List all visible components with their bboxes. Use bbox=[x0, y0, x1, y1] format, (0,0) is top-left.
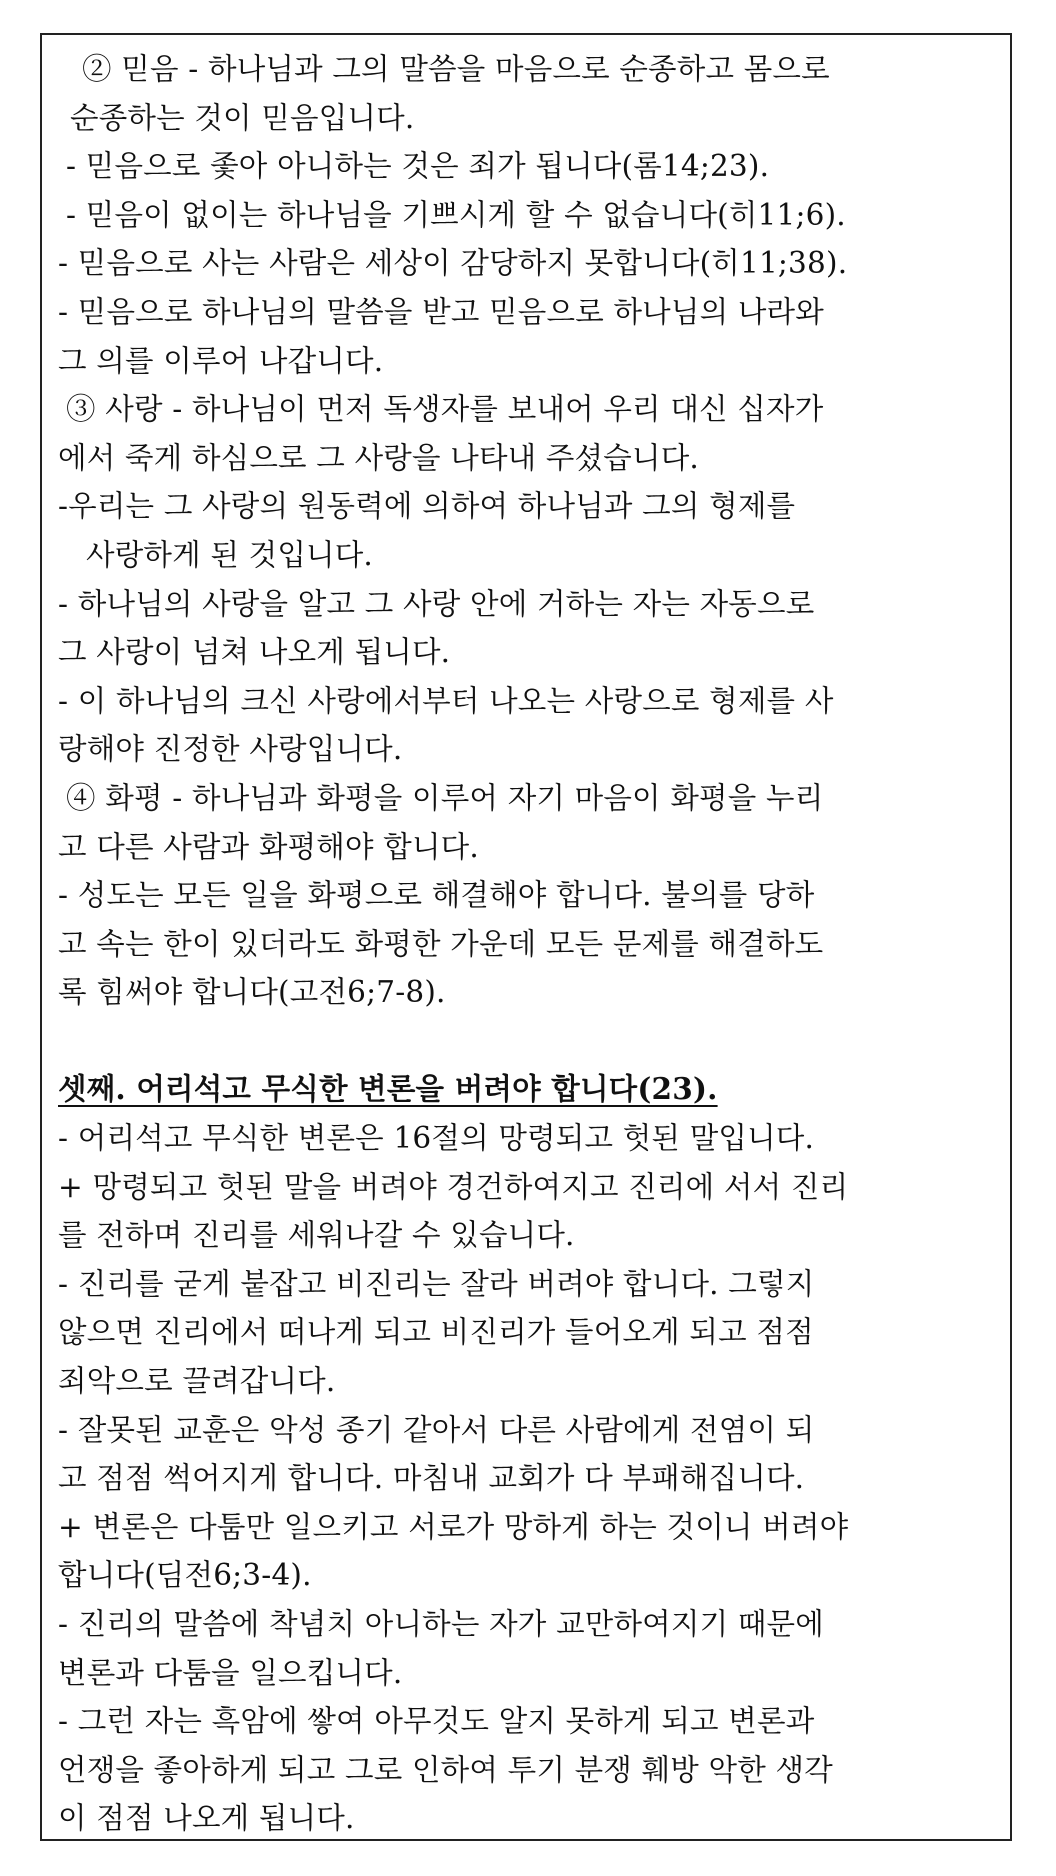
line-text: - 이 하나님의 크신 사랑에서부터 나오는 사랑으로 형제를 사 bbox=[58, 683, 834, 718]
text-line bbox=[58, 725, 986, 774]
text-line bbox=[58, 968, 986, 1017]
line-text: 록 힘써야 합니다(고전6;7-8). bbox=[58, 975, 446, 1010]
text-line bbox=[58, 94, 986, 143]
text-line bbox=[58, 1211, 986, 1260]
text-line bbox=[58, 385, 986, 434]
text-line bbox=[58, 774, 986, 823]
line-text: - 진리의 말씀에 착념치 아니하는 자가 교만하여지기 때문에 bbox=[58, 1607, 824, 1641]
line-text: 언쟁을 좋아하게 되고 그로 인하여 투기 분쟁 훼방 악한 생각 bbox=[58, 1752, 833, 1787]
line-text: - 성도는 모든 일을 화평으로 해결해야 합니다. 불의를 당하 bbox=[58, 878, 815, 913]
line-text: 사랑하게 된 것입니다. bbox=[86, 537, 374, 572]
text-line bbox=[58, 337, 986, 386]
line-text: ② 믿음 - 하나님과 그의 말씀을 마음으로 순종하고 몸으로 bbox=[82, 52, 830, 86]
line-text: - 믿음으로 하나님의 말씀을 받고 믿음으로 하나님의 나라와 bbox=[58, 294, 824, 329]
text-line bbox=[58, 142, 986, 191]
line-text: 이 점점 나오게 됩니다. bbox=[58, 1801, 355, 1836]
line-text: 그 의를 이루어 나갑니다. bbox=[58, 343, 384, 378]
line-text: 죄악으로 끌려갑니다. bbox=[58, 1364, 336, 1399]
text-line bbox=[58, 677, 986, 726]
line-text: 합니다(딤전6;3-4). bbox=[58, 1558, 312, 1593]
text-line bbox=[58, 628, 986, 677]
line-text: 순종하는 것이 믿음입니다. bbox=[70, 100, 415, 135]
text-line bbox=[58, 1551, 986, 1600]
line-text: - 믿음으로 사는 사람은 세상이 감당하지 못합니다(히11;38). bbox=[58, 246, 848, 281]
line-text: 고 다른 사람과 화평해야 합니다. bbox=[58, 829, 479, 864]
line-text: - 그런 자는 흑암에 쌓여 아무것도 알지 못하게 되고 변론과 bbox=[58, 1704, 815, 1739]
text-line bbox=[58, 823, 986, 872]
line-text: ③ 사랑 - 하나님이 먼저 독생자를 보내어 우리 대신 십자가 bbox=[66, 392, 824, 427]
line-text: 않으면 진리에서 떠나게 되고 비진리가 들어오게 되고 점점 bbox=[58, 1315, 814, 1350]
text-line bbox=[58, 1503, 986, 1552]
line-text: 고 속는 한이 있더라도 화평한 가운데 모든 문제를 해결하도 bbox=[58, 926, 824, 961]
line-text: - 믿음으로 좇아 아니하는 것은 죄가 됩니다(롬14;23). bbox=[66, 149, 770, 184]
line-text: 고 점점 썩어지게 합니다. 마침내 교회가 다 부패해집니다. bbox=[58, 1461, 805, 1496]
line-text: 랑해야 진정한 사랑입니다. bbox=[58, 732, 403, 767]
text-line bbox=[58, 531, 986, 580]
text-line bbox=[58, 288, 986, 337]
text-line bbox=[58, 1794, 986, 1843]
text-line bbox=[58, 1163, 986, 1212]
text-line bbox=[58, 239, 986, 288]
line-text: 셋째. 어리석고 무식한 변론을 버려야 합니다(23). bbox=[58, 1071, 718, 1107]
line-text: 그 사랑이 넘쳐 나오게 됩니다. bbox=[58, 635, 451, 670]
line-text: 에서 죽게 하심으로 그 사랑을 나타내 주셨습니다. bbox=[58, 440, 699, 475]
text-line bbox=[58, 1697, 986, 1746]
text-line bbox=[58, 1308, 986, 1357]
text-line bbox=[58, 1649, 986, 1698]
text-line bbox=[58, 920, 986, 969]
text-line bbox=[58, 45, 986, 94]
text-line bbox=[58, 871, 986, 920]
line-text: ④ 화평 - 하나님과 화평을 이루어 자기 마음이 화평을 누리 bbox=[66, 780, 824, 815]
line-text: + 망령되고 헛된 말을 버려야 경건하여지고 진리에 서서 진리 bbox=[58, 1169, 849, 1204]
text-line bbox=[58, 1600, 986, 1649]
text-line bbox=[58, 1114, 986, 1163]
text-line bbox=[58, 434, 986, 483]
line-text: -우리는 그 사랑의 원동력에 의하여 하나님과 그의 형제를 bbox=[58, 489, 796, 524]
text-line bbox=[58, 482, 986, 531]
line-text: 를 전하며 진리를 세워나갈 수 있습니다. bbox=[58, 1218, 575, 1253]
line-text: + 변론은 다툼만 일으키고 서로가 망하게 하는 것이니 버려야 bbox=[58, 1509, 849, 1544]
line-text: - 하나님의 사랑을 알고 그 사랑 안에 거하는 자는 자동으로 bbox=[58, 586, 815, 621]
line-text: 변론과 다툼을 일으킵니다. bbox=[58, 1655, 403, 1690]
text-line bbox=[58, 1454, 986, 1503]
text-line bbox=[58, 1357, 986, 1406]
line-text: - 진리를 굳게 붙잡고 비진리는 잘라 버려야 합니다. 그렇지 bbox=[58, 1266, 815, 1301]
blank-line bbox=[58, 1017, 986, 1066]
document-frame bbox=[40, 33, 1012, 1841]
line-text: - 믿음이 없이는 하나님을 기쁘시게 할 수 없습니다(히11;6). bbox=[66, 197, 846, 232]
text-line bbox=[58, 1406, 986, 1455]
line-text: - 어리석고 무식한 변론은 16절의 망령되고 헛된 말입니다. bbox=[58, 1121, 815, 1156]
line-text: - 잘못된 교훈은 악성 종기 같아서 다른 사람에게 전염이 되 bbox=[58, 1412, 815, 1447]
text-line bbox=[58, 1746, 986, 1795]
text-line bbox=[58, 1260, 986, 1309]
text-line bbox=[58, 191, 986, 240]
text-line bbox=[58, 580, 986, 629]
section-heading bbox=[58, 1065, 986, 1114]
